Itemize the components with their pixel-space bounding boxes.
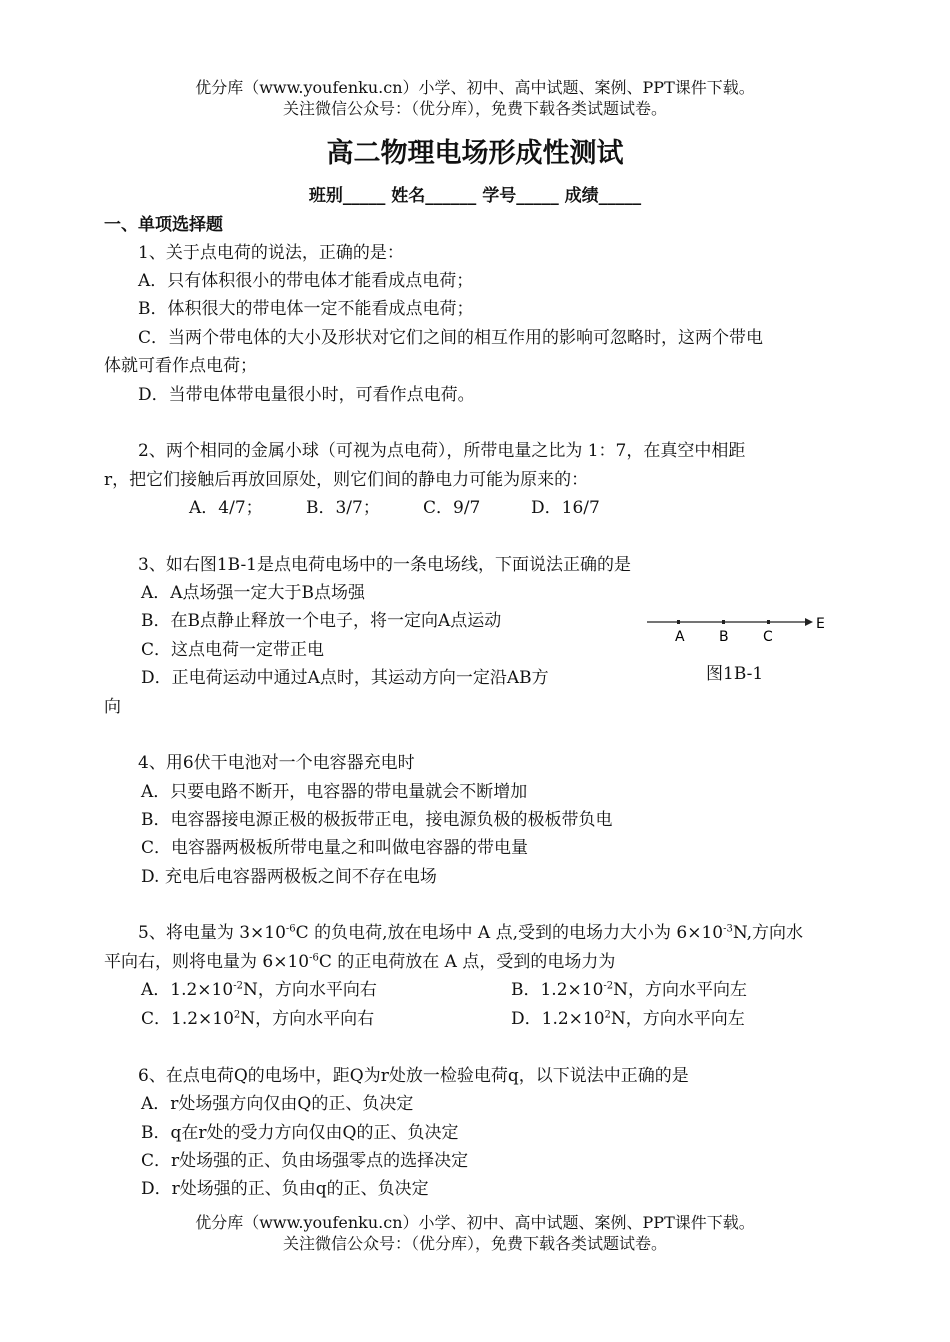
q5-stem-cont: 平向右，则将电量为 $6\times 10^{-6}C$ 的正电荷放在 A 点，受到的电场力为	[104, 952, 616, 972]
page-title: 高二物理电场形成性测试	[326, 138, 624, 169]
header-line-1: 优分库（www.youfenku.cn）小学、初中、高中试题、案例、PPT课件下载。	[195, 78, 755, 97]
q5-option-a: A．$1.2\times 10^{-2}N$，方向水平向右	[141, 980, 377, 1000]
q2-option-c: C．9/7	[423, 498, 481, 518]
q1-stem: 1、关于点电荷的说法，正确的是：	[138, 243, 404, 263]
q4-option-a: A．只要电路不断开，电容器的带电量就会不断增加	[141, 782, 528, 802]
q1-option-b: B．体积很大的带电体一定不能看成点电荷；	[138, 299, 474, 319]
q6-option-a: A．r处场强方向仅由Q的正、负决定	[141, 1094, 414, 1114]
point-b-dot	[722, 620, 725, 624]
arrowhead	[805, 618, 813, 626]
q5-option-c: C．$1.2\times 10^2N$，方向水平向右	[141, 1009, 375, 1029]
q1-option-c: C．当两个带电体的大小及形状对它们之间的相互作用的影响可忽略时，这两个带电	[138, 328, 764, 348]
label-c: C	[763, 629, 773, 645]
label-e: E	[816, 616, 825, 632]
label-b: B	[719, 629, 729, 645]
q6-stem: 6、在点电荷Q的电场中，距Q为r处放一检验电荷q，以下说法中正确的是	[138, 1066, 689, 1086]
student-info: 班别_____ 姓名______ 学号_____ 成绩_____	[308, 186, 642, 206]
q6-option-b: B．q在r处的受力方向仅由Q的正、负决定	[141, 1123, 459, 1143]
q3-option-d-cont: 向	[104, 697, 121, 717]
q3-option-b: B．在B点静止释放一个电子，将一定向A点运动	[141, 611, 502, 631]
q4-option-b: B．电容器接电源正极的极扳带正电，接电源负极的极板带负电	[141, 810, 613, 830]
q5-option-b: B．$1.2\times 10^{-2}N$，方向水平向左	[511, 980, 748, 1000]
q2-option-d: D．16/7	[531, 498, 600, 518]
q4-stem: 4、用6伏干电池对一个电容器充电时	[138, 753, 415, 773]
q3-option-a: A．A点场强一定大于B点场强	[141, 583, 366, 603]
q6-option-d: D．r处场强的正、负由q的正、负决定	[141, 1179, 429, 1199]
q5-option-d: D．$1.2\times 10^2N$，方向水平向左	[511, 1009, 745, 1029]
q3-stem: 3、如右图1B-1是点电荷电场中的一条电场线，下面说法正确的是	[138, 555, 631, 575]
figure-caption: 图1B-1	[706, 664, 764, 684]
q2-option-b: B．3/7；	[306, 498, 380, 518]
q1-option-a: A．只有体积很小的带电体才能看成点电荷；	[138, 271, 474, 291]
point-c-dot	[767, 620, 770, 624]
q4-option-d: D. 充电后电容器两极板之间不存在电场	[141, 867, 437, 887]
section-heading: 一、单项选择题	[104, 215, 223, 235]
footer-line-2: 关注微信公众号：（优分库），免费下载各类试题试卷。	[282, 1234, 667, 1253]
point-a-dot	[677, 620, 680, 624]
q1-option-d: D．当带电体带电量很小时，可看作点电荷。	[138, 385, 475, 405]
q5-stem: 5、将电量为 $3\times 10^{-6}C$ 的负电荷,放在电场中 A 点,受到的电场力大小为 $6\times 10^{-3}N$,方向水	[138, 923, 804, 943]
q2-stem-cont: r，把它们接触后再放回原处，则它们间的静电力可能为原来的：	[104, 470, 589, 490]
q2-stem: 2、两个相同的金属小球（可视为点电荷），所带电量之比为 1：7，在真空中相距	[138, 441, 746, 461]
footer-line-1: 优分库（www.youfenku.cn）小学、初中、高中试题、案例、PPT课件下载。	[195, 1213, 755, 1232]
header-line-2: 关注微信公众号：（优分库），免费下载各类试题试卷。	[282, 99, 667, 118]
q1-option-c-cont: 体就可看作点电荷；	[104, 356, 257, 376]
q3-option-d: D．正电荷运动中通过A点时，其运动方向一定沿AB方	[141, 668, 549, 688]
q4-option-c: C．电容器两极板所带电量之和叫做电容器的带电量	[141, 838, 529, 858]
q2-option-a: A．4/7；	[189, 498, 263, 518]
electric-field-line-figure	[645, 606, 835, 648]
q3-option-c: C．这点电荷一定带正电	[141, 640, 325, 660]
q6-option-c: C．r处场强的正、负由场强零点的选择决定	[141, 1151, 469, 1171]
label-a: A	[675, 629, 685, 645]
